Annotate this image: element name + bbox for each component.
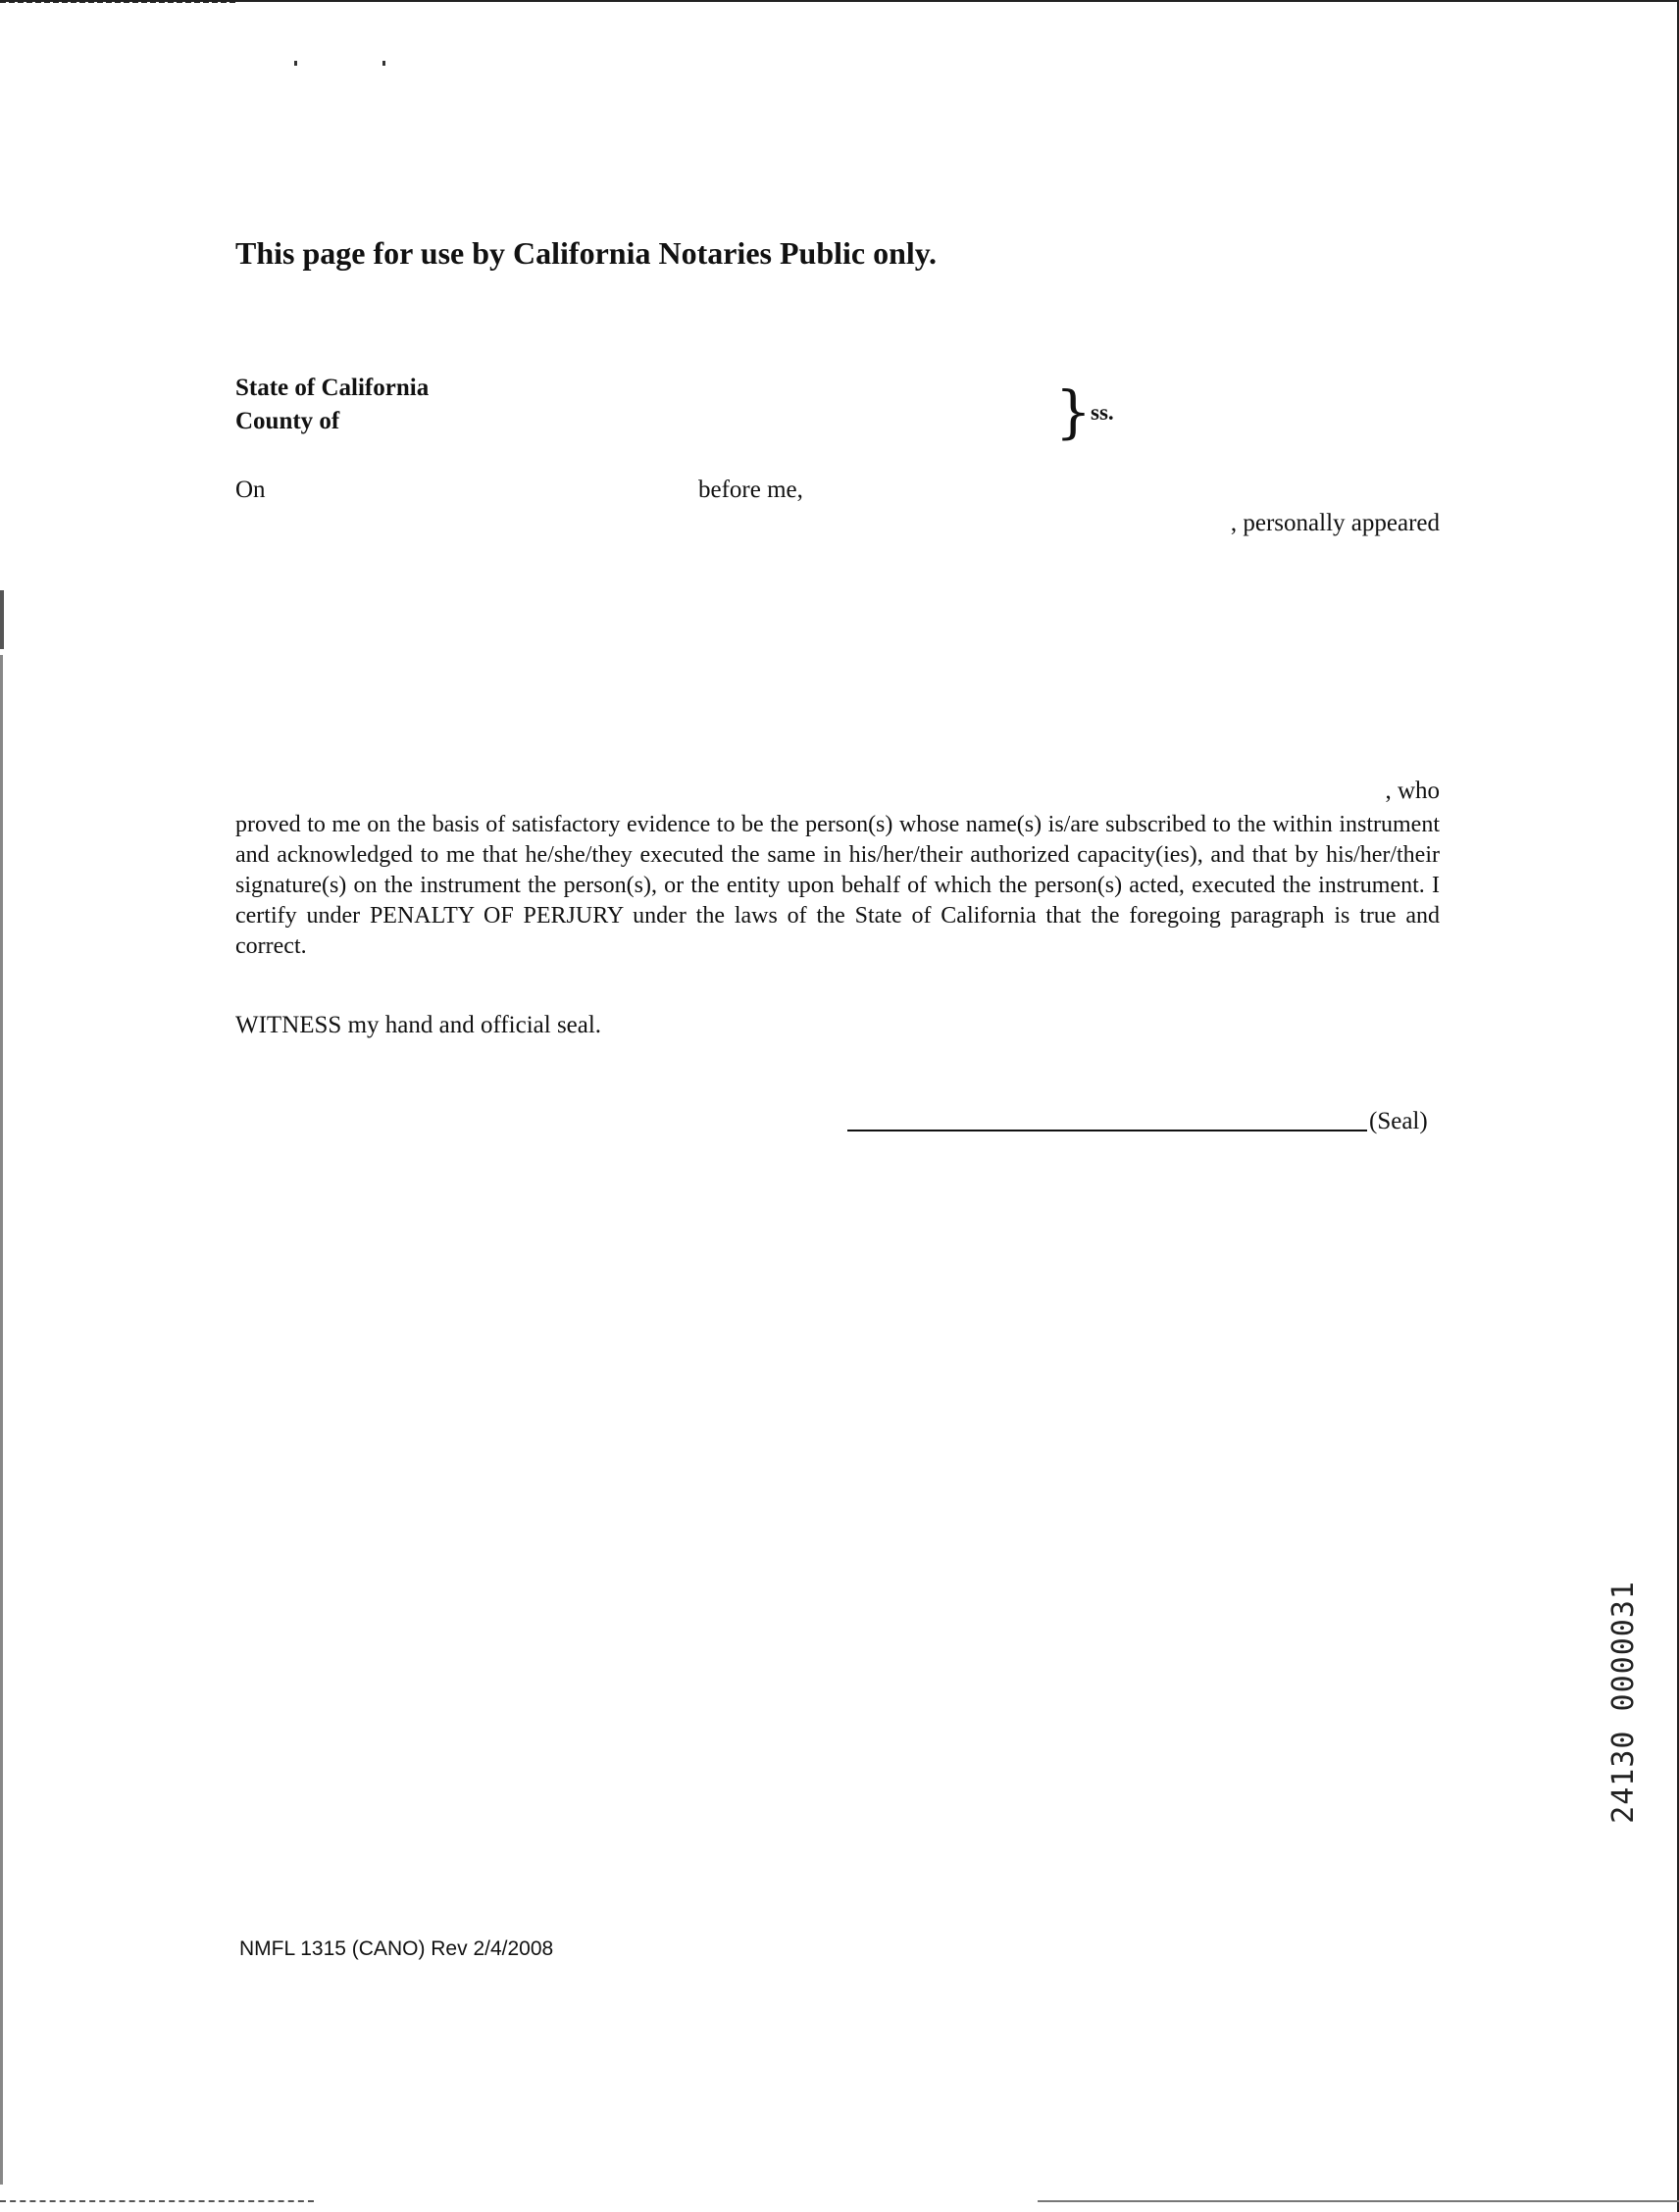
witness-statement: WITNESS my hand and official seal. [235, 1012, 602, 1038]
seal-label: (Seal) [1369, 1108, 1428, 1134]
scan-edge-bottom-left [0, 2200, 314, 2202]
on-date-label: On [235, 477, 266, 503]
scan-edge-top-dash [0, 0, 235, 3]
document-stamp-number: 24130 0000031 [1606, 1581, 1641, 1824]
acknowledgment-body: proved to me on the basis of satisfactory evidence to be the person(s) whose name(s) is/are subscribed to the within instrument and acknowledged to me that he/she/they executed the same in his/her/their authorized capacity(ies), and that by his/her/their signature(s) on the instrument the person(s), or the entity upon behalf of which the person(s) acted, executed the instrument. I certify under PENALTY OF PERJURY under the laws of the State of California that the foregoing paragraph is true and correct. [235, 812, 1440, 959]
scan-edge-top [0, 0, 1679, 2]
state-label: State of California [235, 375, 430, 401]
scan-speck [294, 61, 297, 66]
scan-edge-left-mark [0, 590, 4, 649]
scan-speck [382, 61, 385, 66]
scan-edge-left-line [0, 655, 3, 2185]
before-me-label: before me, [698, 477, 803, 503]
ss-label: ss. [1091, 400, 1114, 425]
signature-line [847, 1130, 1367, 1131]
county-label: County of [235, 408, 340, 434]
venue-brace: } [1055, 378, 1092, 445]
personally-appeared-label: , personally appeared [1230, 510, 1440, 536]
who-label: , who [1385, 778, 1440, 804]
form-identifier: NMFL 1315 (CANO) Rev 2/4/2008 [239, 1937, 554, 1960]
scan-edge-bottom-right [1038, 2200, 1679, 2202]
page-title: This page for use by California Notaries Public only. [235, 235, 938, 271]
